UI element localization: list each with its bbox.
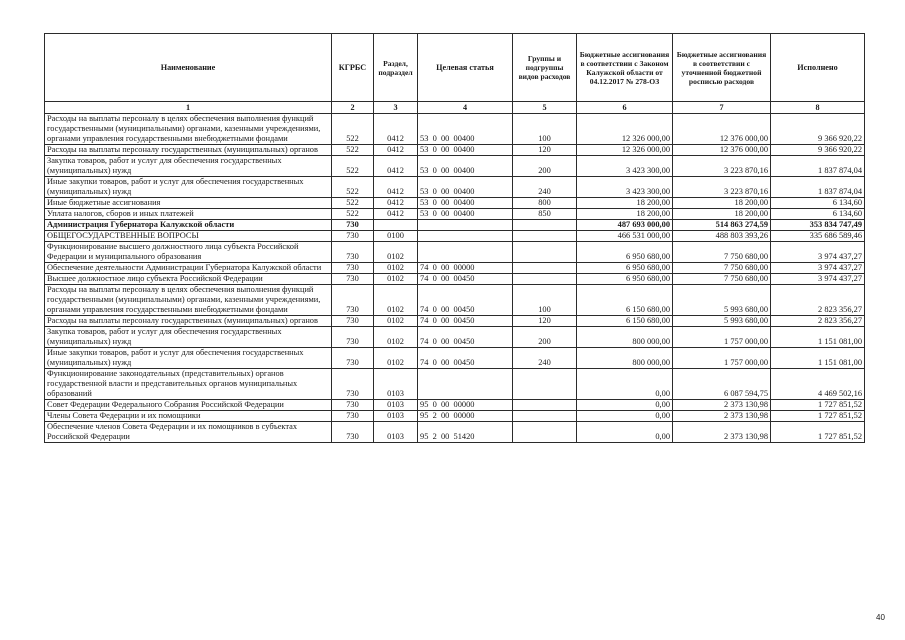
row-executed: 1 837 874,04	[771, 177, 865, 198]
row-budget-law: 800 000,00	[577, 348, 673, 369]
row-expense-group	[513, 274, 577, 285]
table-row	[45, 242, 865, 263]
column-number: 4	[418, 102, 513, 114]
row-razdel: 0103	[374, 369, 418, 400]
row-kgrbs: 730	[332, 274, 374, 285]
row-target-article: 53 0 00 00400	[418, 209, 513, 220]
table-row	[45, 422, 865, 443]
header-budget-law: Бюджетные ассигнования в соответствии с Законом Калужской области от 04.12.2017 № 278-ОЗ	[577, 34, 673, 102]
column-number: 8	[771, 102, 865, 114]
row-kgrbs: 730	[332, 285, 374, 316]
budget-execution-table	[44, 33, 865, 443]
row-razdel: 0102	[374, 263, 418, 274]
row-budget-law: 6 150 680,00	[577, 316, 673, 327]
column-number: 1	[45, 102, 332, 114]
row-name: Иные закупки товаров, работ и услуг для обеспечения государственных (муниципальных) нужд	[45, 348, 332, 369]
row-target-article: 95 2 00 00000	[418, 411, 513, 422]
row-name: Обеспечение членов Совета Федерации и их помощников в субъектах Российской Федерации	[45, 422, 332, 443]
row-razdel: 0102	[374, 274, 418, 285]
row-budget-revised: 12 376 000,00	[673, 145, 771, 156]
row-name: Расходы на выплаты персоналу государственных (муниципальных) органов	[45, 316, 332, 327]
row-target-article: 74 0 00 00000	[418, 263, 513, 274]
row-budget-law: 0,00	[577, 422, 673, 443]
row-razdel: 0412	[374, 198, 418, 209]
row-executed: 1 837 874,04	[771, 156, 865, 177]
row-target-article: 95 2 00 51420	[418, 422, 513, 443]
row-name: Высшее должностное лицо субъекта Российской Федерации	[45, 274, 332, 285]
row-target-article: 53 0 00 00400	[418, 156, 513, 177]
row-razdel: 0412	[374, 114, 418, 145]
row-razdel: 0100	[374, 231, 418, 242]
row-expense-group: 120	[513, 145, 577, 156]
row-target-article: 74 0 00 00450	[418, 327, 513, 348]
table-row	[45, 156, 865, 177]
table-row	[45, 348, 865, 369]
row-razdel: 0102	[374, 327, 418, 348]
row-kgrbs: 522	[332, 145, 374, 156]
row-kgrbs: 730	[332, 327, 374, 348]
row-expense-group: 800	[513, 198, 577, 209]
row-name: Расходы на выплаты персоналу в целях обеспечения выполнения функций государственными (муниципальными) органами, казенными учреждениями, органами управления государственными внебюджетными фондами	[45, 114, 332, 145]
row-kgrbs: 730	[332, 422, 374, 443]
row-razdel: 0412	[374, 156, 418, 177]
row-name: Расходы на выплаты персоналу государственных (муниципальных) органов	[45, 145, 332, 156]
row-name: Члены Совета Федерации и их помощники	[45, 411, 332, 422]
row-budget-law: 6 950 680,00	[577, 242, 673, 263]
row-name: Обеспечение деятельности Администрации Губернатора Калужской области	[45, 263, 332, 274]
row-kgrbs: 730	[332, 369, 374, 400]
row-executed: 4 469 502,16	[771, 369, 865, 400]
row-budget-law: 0,00	[577, 411, 673, 422]
header-group: Группы и подгруппы видов расходов	[513, 34, 577, 102]
column-number: 3	[374, 102, 418, 114]
row-budget-law: 6 950 680,00	[577, 263, 673, 274]
column-number: 6	[577, 102, 673, 114]
row-budget-law: 6 950 680,00	[577, 274, 673, 285]
column-number-row	[45, 102, 865, 114]
row-budget-revised: 1 757 000,00	[673, 327, 771, 348]
row-executed: 9 366 920,22	[771, 114, 865, 145]
row-executed: 3 974 437,27	[771, 263, 865, 274]
row-budget-law: 12 326 000,00	[577, 114, 673, 145]
row-budget-law: 487 693 000,00	[577, 220, 673, 231]
row-expense-group: 100	[513, 114, 577, 145]
row-budget-revised: 12 376 000,00	[673, 114, 771, 145]
table-row	[45, 145, 865, 156]
row-budget-law: 18 200,00	[577, 209, 673, 220]
row-budget-revised: 3 223 870,16	[673, 156, 771, 177]
header-kgrbs: КГРБС	[332, 34, 374, 102]
row-name: Закупка товаров, работ и услуг для обеспечения государственных (муниципальных) нужд	[45, 156, 332, 177]
row-kgrbs: 730	[332, 348, 374, 369]
row-budget-revised: 7 750 680,00	[673, 242, 771, 263]
header-target: Целевая статья	[418, 34, 513, 102]
table-row	[45, 274, 865, 285]
header-executed: Исполнено	[771, 34, 865, 102]
row-name: Администрация Губернатора Калужской области	[45, 220, 332, 231]
row-name: Уплата налогов, сборов и иных платежей	[45, 209, 332, 220]
table-row	[45, 400, 865, 411]
row-executed: 2 823 356,27	[771, 316, 865, 327]
row-budget-revised: 7 750 680,00	[673, 263, 771, 274]
row-name: Иные закупки товаров, работ и услуг для обеспечения государственных (муниципальных) нужд	[45, 177, 332, 198]
row-expense-group	[513, 220, 577, 231]
row-razdel: 0103	[374, 400, 418, 411]
row-expense-group: 100	[513, 285, 577, 316]
row-budget-law: 0,00	[577, 400, 673, 411]
row-executed: 6 134,60	[771, 198, 865, 209]
row-budget-revised: 18 200,00	[673, 209, 771, 220]
row-name: Закупка товаров, работ и услуг для обеспечения государственных (муниципальных) нужд	[45, 327, 332, 348]
row-target-article: 74 0 00 00450	[418, 274, 513, 285]
row-kgrbs: 730	[332, 263, 374, 274]
row-kgrbs: 522	[332, 198, 374, 209]
table-row	[45, 263, 865, 274]
table-row	[45, 114, 865, 145]
table-row	[45, 177, 865, 198]
document-page	[44, 33, 864, 443]
row-budget-revised: 1 757 000,00	[673, 348, 771, 369]
row-executed: 1 727 851,52	[771, 411, 865, 422]
table-row	[45, 220, 865, 231]
row-kgrbs: 522	[332, 177, 374, 198]
row-executed: 1 727 851,52	[771, 400, 865, 411]
row-budget-revised: 7 750 680,00	[673, 274, 771, 285]
row-target-article: 95 0 00 00000	[418, 400, 513, 411]
row-razdel: 0102	[374, 285, 418, 316]
column-number: 5	[513, 102, 577, 114]
row-budget-revised: 514 863 274,59	[673, 220, 771, 231]
row-expense-group: 240	[513, 177, 577, 198]
row-budget-revised: 3 223 870,16	[673, 177, 771, 198]
row-executed: 1 727 851,52	[771, 422, 865, 443]
row-name: Функционирование законодательных (представительных) органов государственной власти и представительных органов муниципальных образований	[45, 369, 332, 400]
row-target-article: 74 0 00 00450	[418, 285, 513, 316]
row-target-article: 53 0 00 00400	[418, 114, 513, 145]
row-budget-law: 3 423 300,00	[577, 156, 673, 177]
row-expense-group: 200	[513, 327, 577, 348]
table-header-row	[45, 34, 865, 102]
row-budget-revised: 5 993 680,00	[673, 285, 771, 316]
row-budget-law: 6 150 680,00	[577, 285, 673, 316]
row-expense-group	[513, 411, 577, 422]
row-budget-revised: 5 993 680,00	[673, 316, 771, 327]
row-razdel: 0102	[374, 242, 418, 263]
row-expense-group: 200	[513, 156, 577, 177]
page-number: 40	[876, 613, 885, 622]
row-razdel: 0412	[374, 177, 418, 198]
row-budget-revised: 6 087 594,75	[673, 369, 771, 400]
row-expense-group	[513, 242, 577, 263]
row-name: Расходы на выплаты персоналу в целях обеспечения выполнения функций государственными (муниципальными) органами, казенными учреждениями, органами управления государственными внебюджетными фондами	[45, 285, 332, 316]
row-target-article: 74 0 00 00450	[418, 316, 513, 327]
row-budget-law: 12 326 000,00	[577, 145, 673, 156]
row-kgrbs: 730	[332, 411, 374, 422]
row-executed: 3 974 437,27	[771, 242, 865, 263]
row-expense-group	[513, 400, 577, 411]
row-kgrbs: 730	[332, 231, 374, 242]
row-kgrbs: 522	[332, 156, 374, 177]
row-kgrbs: 730	[332, 400, 374, 411]
row-name: Иные бюджетные ассигнования	[45, 198, 332, 209]
row-razdel: 0102	[374, 348, 418, 369]
row-budget-law: 800 000,00	[577, 327, 673, 348]
row-expense-group: 850	[513, 209, 577, 220]
row-razdel	[374, 220, 418, 231]
row-target-article: 53 0 00 00400	[418, 198, 513, 209]
row-budget-revised: 18 200,00	[673, 198, 771, 209]
header-razdel: Раздел, подраздел	[374, 34, 418, 102]
row-budget-law: 466 531 000,00	[577, 231, 673, 242]
header-name: Наименование	[45, 34, 332, 102]
row-target-article: 53 0 00 00400	[418, 177, 513, 198]
row-name: ОБЩЕГОСУДАРСТВЕННЫЕ ВОПРОСЫ	[45, 231, 332, 242]
row-budget-revised: 2 373 130,98	[673, 422, 771, 443]
row-razdel: 0102	[374, 316, 418, 327]
row-target-article	[418, 369, 513, 400]
row-target-article: 53 0 00 00400	[418, 145, 513, 156]
row-budget-law: 3 423 300,00	[577, 177, 673, 198]
row-executed: 335 686 589,46	[771, 231, 865, 242]
row-name: Функционирование высшего должностного лица субъекта Российской Федерации и муниципального образования	[45, 242, 332, 263]
row-name: Совет Федерации Федерального Собрания Российской Федерации	[45, 400, 332, 411]
row-target-article	[418, 231, 513, 242]
row-razdel: 0412	[374, 145, 418, 156]
table-row	[45, 327, 865, 348]
row-kgrbs: 730	[332, 316, 374, 327]
row-expense-group	[513, 231, 577, 242]
row-kgrbs: 730	[332, 220, 374, 231]
header-budget-revised: Бюджетные ассигнования в соответствии с уточненной бюджетной росписью расходов	[673, 34, 771, 102]
row-executed: 6 134,60	[771, 209, 865, 220]
row-executed: 2 823 356,27	[771, 285, 865, 316]
row-kgrbs: 730	[332, 242, 374, 263]
row-expense-group: 240	[513, 348, 577, 369]
row-expense-group	[513, 263, 577, 274]
row-budget-law: 0,00	[577, 369, 673, 400]
row-expense-group	[513, 422, 577, 443]
row-target-article	[418, 220, 513, 231]
row-kgrbs: 522	[332, 209, 374, 220]
table-row	[45, 231, 865, 242]
row-expense-group: 120	[513, 316, 577, 327]
row-executed: 9 366 920,22	[771, 145, 865, 156]
row-target-article: 74 0 00 00450	[418, 348, 513, 369]
row-executed: 1 151 081,00	[771, 348, 865, 369]
table-row	[45, 198, 865, 209]
table-body	[45, 114, 865, 443]
row-executed: 3 974 437,27	[771, 274, 865, 285]
row-kgrbs: 522	[332, 114, 374, 145]
table-row	[45, 369, 865, 400]
row-executed: 1 151 081,00	[771, 327, 865, 348]
column-number: 2	[332, 102, 374, 114]
table-row	[45, 316, 865, 327]
row-budget-revised: 488 803 393,26	[673, 231, 771, 242]
row-budget-revised: 2 373 130,98	[673, 411, 771, 422]
row-razdel: 0412	[374, 209, 418, 220]
row-razdel: 0103	[374, 411, 418, 422]
row-executed: 353 834 747,49	[771, 220, 865, 231]
row-razdel: 0103	[374, 422, 418, 443]
table-row	[45, 209, 865, 220]
table-row	[45, 285, 865, 316]
column-number: 7	[673, 102, 771, 114]
table-row	[45, 411, 865, 422]
row-budget-law: 18 200,00	[577, 198, 673, 209]
row-budget-revised: 2 373 130,98	[673, 400, 771, 411]
row-target-article	[418, 242, 513, 263]
row-expense-group	[513, 369, 577, 400]
